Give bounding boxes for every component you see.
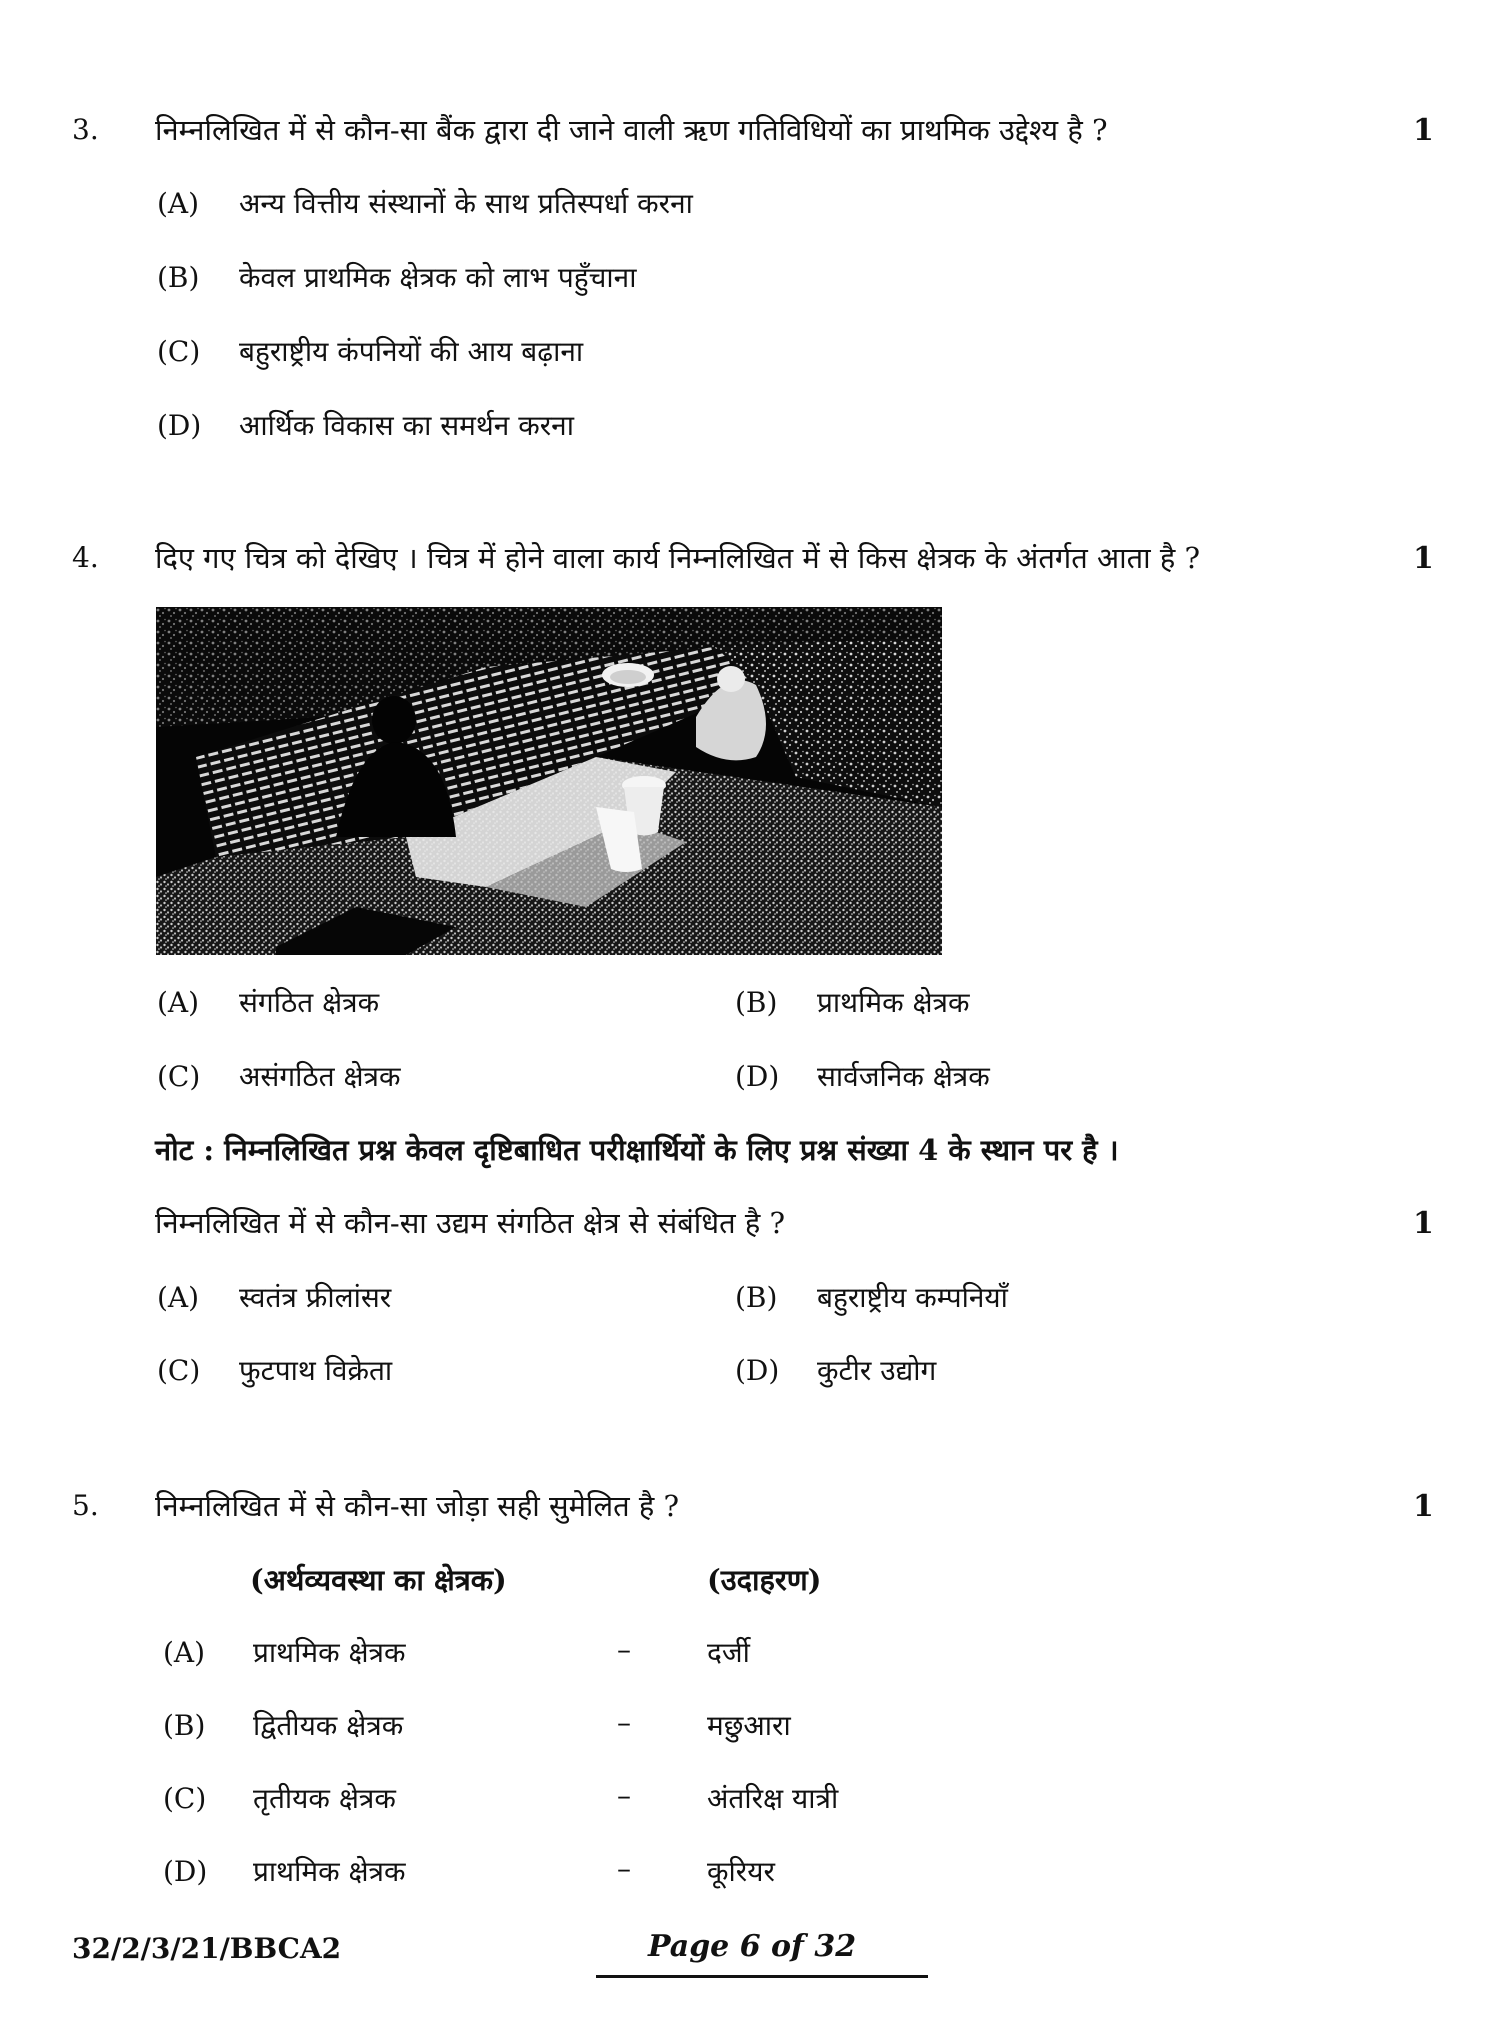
column-header-sector: (अर्थव्यवस्था का क्षेत्रक) bbox=[250, 1563, 507, 1597]
row-example: दर्जी bbox=[707, 1636, 750, 1669]
option-text: अन्य वित्तीय संस्थानों के साथ प्रतिस्पर्धा करना bbox=[239, 187, 693, 220]
option-text: असंगठित क्षेत्रक bbox=[239, 1060, 401, 1093]
question-4-alt-text: निम्नलिखित में से कौन-सा उद्यम संगठित क्षेत्र से संबंधित है ? bbox=[155, 1206, 786, 1240]
question-5-row-c bbox=[163, 1779, 396, 1817]
question-4-alt-option-b bbox=[735, 1278, 1008, 1316]
question-5-text: निम्नलिखित में से कौन-सा जोड़ा सही सुमेलित है ? bbox=[155, 1489, 680, 1523]
question-4-alt-marks: 1 bbox=[1413, 1206, 1434, 1241]
page-number: Page 6 of 32 bbox=[648, 1929, 857, 1964]
option-text: संगठित क्षेत्रक bbox=[239, 986, 380, 1019]
option-text: केवल प्राथमिक क्षेत्रक को लाभ पहुँचाना bbox=[239, 261, 637, 294]
option-label: (B) bbox=[157, 261, 200, 294]
row-sector: तृतीयक क्षेत्रक bbox=[253, 1782, 396, 1815]
option-label: (D) bbox=[735, 1060, 780, 1093]
row-dash: – bbox=[617, 1633, 631, 1666]
option-text: फुटपाथ विक्रेता bbox=[239, 1354, 393, 1387]
question-3-option-b bbox=[157, 258, 636, 296]
row-example: मछुआरा bbox=[707, 1709, 791, 1742]
option-label: (B) bbox=[735, 986, 778, 1019]
row-sector: द्वितीयक क्षेत्रक bbox=[253, 1709, 404, 1742]
paper-code: 32/2/3/21/BBCA2 bbox=[72, 1932, 342, 1965]
question-4-alt-option-a bbox=[157, 1278, 391, 1316]
question-3-option-c bbox=[157, 332, 583, 370]
question-5-row-b bbox=[163, 1706, 403, 1744]
row-example: अंतरिक्ष यात्री bbox=[707, 1782, 839, 1815]
row-sector: प्राथमिक क्षेत्रक bbox=[253, 1855, 406, 1888]
option-text: बहुराष्ट्रीय कम्पनियाँ bbox=[817, 1281, 1008, 1314]
option-label: (A) bbox=[157, 187, 200, 220]
option-label: (B) bbox=[163, 1709, 206, 1742]
question-4-text: दिए गए चित्र को देखिए । चित्र में होने वाला कार्य निम्नलिखित में से किस क्षेत्रक के अंतर्गत आता है ? bbox=[155, 541, 1201, 575]
row-example: कूरियर bbox=[707, 1855, 775, 1888]
option-label: (C) bbox=[157, 1354, 201, 1387]
option-label: (D) bbox=[163, 1855, 208, 1888]
page-number-underline bbox=[596, 1975, 928, 1978]
row-dash: – bbox=[617, 1779, 631, 1812]
row-sector: प्राथमिक क्षेत्रक bbox=[253, 1636, 406, 1669]
question-5-marks: 1 bbox=[1413, 1489, 1434, 1524]
question-4-option-b bbox=[735, 983, 970, 1021]
option-label: (C) bbox=[157, 1060, 201, 1093]
question-4-option-d bbox=[735, 1057, 990, 1095]
option-label: (D) bbox=[157, 409, 202, 442]
field-work-photo bbox=[156, 607, 942, 955]
field-work-photo-drawing bbox=[156, 607, 942, 955]
option-text: प्राथमिक क्षेत्रक bbox=[817, 986, 970, 1019]
option-label: (D) bbox=[735, 1354, 780, 1387]
question-5-row-d bbox=[163, 1852, 406, 1890]
question-3-text: निम्नलिखित में से कौन-सा बैंक द्वारा दी जाने वाली ऋण गतिविधियों का प्राथमिक उद्देश्य है ? bbox=[155, 113, 1108, 147]
question-3-option-a bbox=[157, 184, 693, 222]
question-4-alt-option-c bbox=[157, 1351, 392, 1389]
question-3-option-d bbox=[157, 406, 574, 444]
option-text: कुटीर उद्योग bbox=[817, 1354, 937, 1387]
option-label: (A) bbox=[163, 1636, 206, 1669]
option-text: बहुराष्ट्रीय कंपनियों की आय बढ़ाना bbox=[239, 335, 584, 368]
option-label: (A) bbox=[157, 1281, 200, 1314]
question-3-marks: 1 bbox=[1413, 113, 1434, 148]
option-text: स्वतंत्र फ्रीलांसर bbox=[239, 1281, 392, 1314]
note-visually-impaired: नोट : निम्नलिखित प्रश्न केवल दृष्टिबाधित परीक्षार्थियों के लिए प्रश्न संख्या 4 के स्थान पर है । bbox=[155, 1133, 1119, 1167]
question-4-marks: 1 bbox=[1413, 541, 1434, 576]
row-dash: – bbox=[617, 1852, 631, 1885]
option-label: (B) bbox=[735, 1281, 778, 1314]
row-dash: – bbox=[617, 1706, 631, 1739]
question-4-number: 4. bbox=[72, 541, 99, 574]
option-text: सार्वजनिक क्षेत्रक bbox=[817, 1060, 990, 1093]
option-label: (A) bbox=[157, 986, 200, 1019]
option-text: आर्थिक विकास का समर्थन करना bbox=[239, 409, 574, 442]
option-label: (C) bbox=[157, 335, 201, 368]
question-5-number: 5. bbox=[72, 1489, 99, 1522]
question-5-row-a bbox=[163, 1633, 406, 1671]
question-3-number: 3. bbox=[72, 113, 99, 146]
question-4-option-c bbox=[157, 1057, 401, 1095]
option-label: (C) bbox=[163, 1782, 207, 1815]
question-4-option-a bbox=[157, 983, 379, 1021]
column-header-example: (उदाहरण) bbox=[707, 1563, 822, 1597]
question-4-alt-option-d bbox=[735, 1351, 936, 1389]
